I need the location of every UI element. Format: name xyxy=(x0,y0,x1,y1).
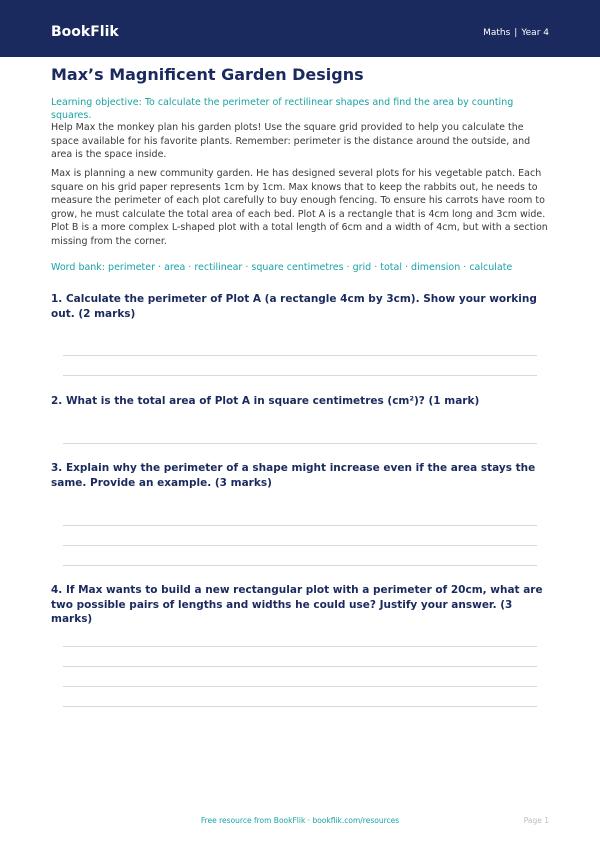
subject-label: Maths xyxy=(483,28,511,38)
answer-line[interactable] xyxy=(63,565,537,566)
footer-credit: Free resource from BookFlik · bookflik.com/resources xyxy=(200,816,400,825)
answer-line[interactable] xyxy=(63,686,537,687)
word-bank: Word bank: perimeter · area · rectilinear · square centimetres · grid · total · dimension · calculate xyxy=(51,262,513,273)
brand-logo: BookFlik xyxy=(51,24,119,40)
answer-line[interactable] xyxy=(63,666,537,667)
year-label: Year 4 xyxy=(521,28,549,38)
answer-line[interactable] xyxy=(63,545,537,546)
answer-line[interactable] xyxy=(63,375,537,376)
header-separator: | xyxy=(514,28,518,38)
answer-line[interactable] xyxy=(63,525,537,526)
answer-line[interactable] xyxy=(63,706,537,707)
page-header xyxy=(0,0,600,57)
learning-objective: Learning objective: To calculate the perimeter of rectilinear shapes and find the area by counting squares. xyxy=(51,97,514,121)
question-2: 2. What is the total area of Plot A in square centimetres (cm²)? (1 mark) xyxy=(51,395,480,407)
intro-paragraph: Help Max the monkey plan his garden plots! Use the square grid provided to help you calculate the space available for his favorite plants. Remember: perimeter is the distance around the outside, and area is the space inside. xyxy=(51,122,531,161)
page-title: Max’s Magnificent Garden Designs xyxy=(51,65,364,84)
answer-line[interactable] xyxy=(63,646,537,647)
question-4: 4. If Max wants to build a new rectangular plot with a perimeter of 20cm, what are two possible pairs of lengths and widths he could use? Justify your answer. (3 marks) xyxy=(51,584,543,625)
question-3: 3. Explain why the perimeter of a shape might increase even if the area stays the same. Provide an example. (3 marks) xyxy=(51,462,536,489)
story-paragraph: Max is planning a new community garden. He has designed several plots for his vegetable patch. Each square on his grid paper represents 1cm by 1cm. Max knows that to keep the rabbits out, he needs to measure the perimeter of each plot carefully to buy enough fencing. To ensure his carrots have room to grow, he must calculate the total area of each bed. Plot A is a rectangle that is 4cm long and 3cm wide. Plot B is a more complex L-shaped plot with a total length of 6cm and a width of 4cm, but with a section missing from the corner. xyxy=(51,168,548,247)
answer-line[interactable] xyxy=(63,443,537,444)
subject-year-label xyxy=(483,27,549,39)
answer-line[interactable] xyxy=(63,355,537,356)
page-number: Page 1 xyxy=(523,816,549,825)
question-1: 1. Calculate the perimeter of Plot A (a rectangle 4cm by 3cm). Show your working out. (2 marks) xyxy=(51,293,537,320)
